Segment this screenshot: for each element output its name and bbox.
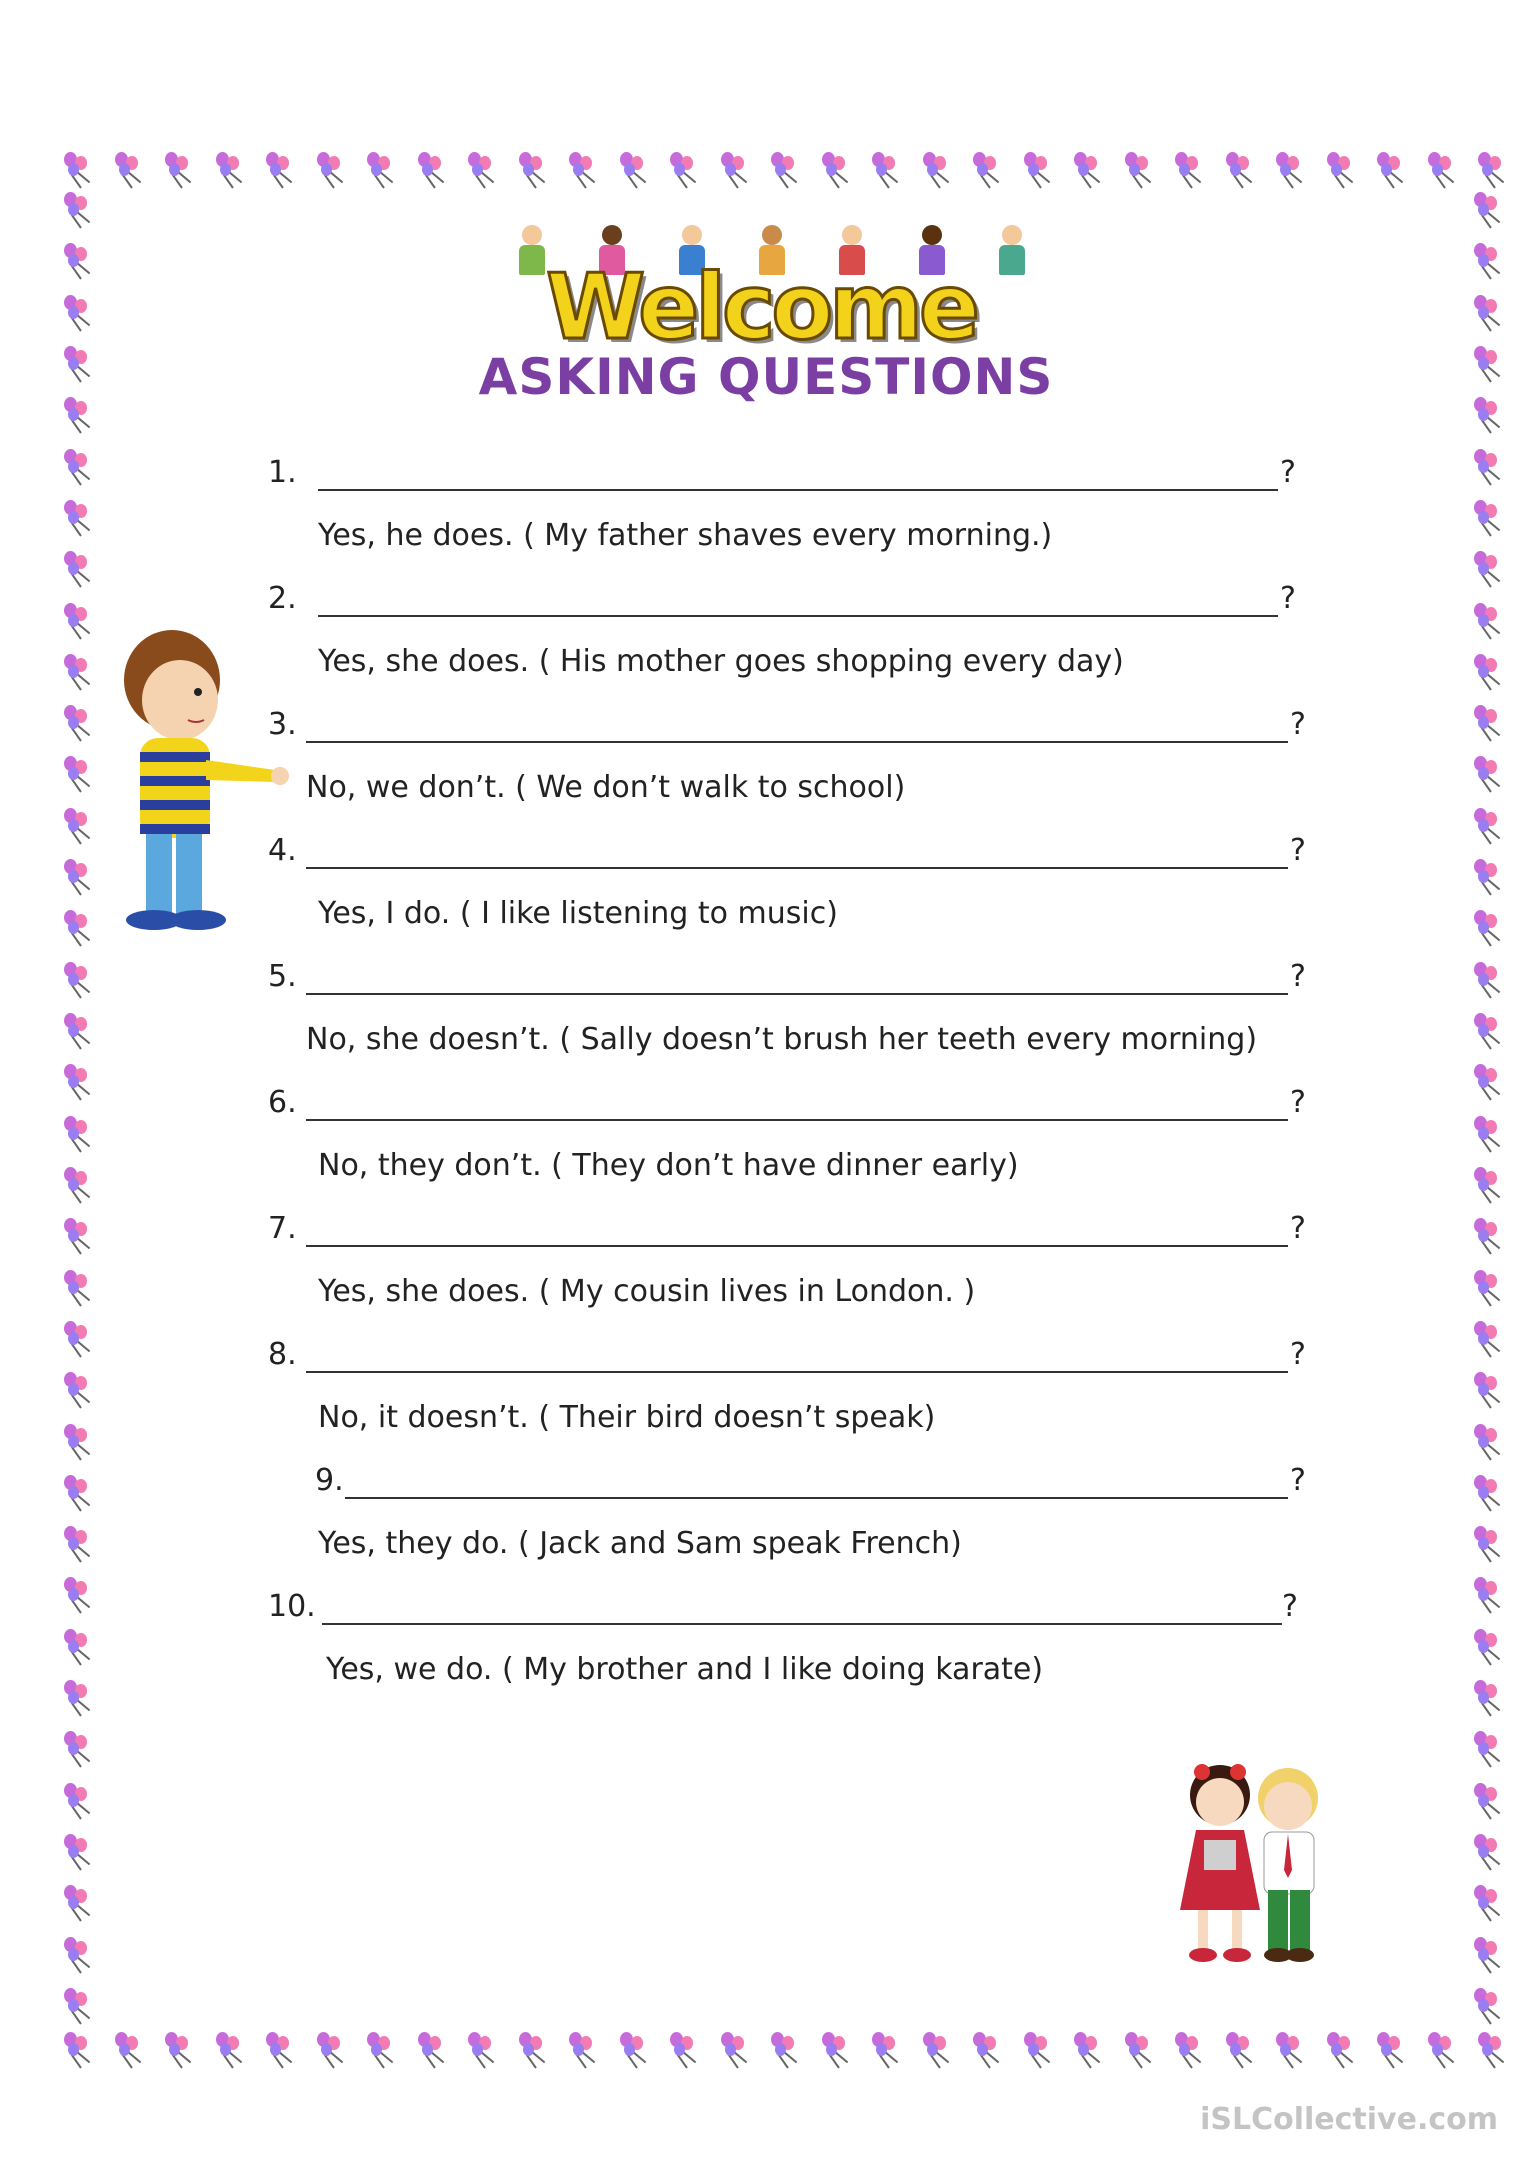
balloon-icon xyxy=(1472,1524,1506,1558)
balloon-icon xyxy=(62,1883,96,1917)
balloon-icon xyxy=(315,2030,349,2064)
balloon-icon xyxy=(1173,150,1207,184)
balloon-icon xyxy=(1472,241,1506,275)
balloon-icon xyxy=(1224,150,1258,184)
balloon-icon xyxy=(1472,1781,1506,1815)
balloon-icon xyxy=(62,498,96,532)
balloon-icon xyxy=(1472,652,1506,686)
balloon-icon xyxy=(1472,1422,1506,1456)
balloon-border-left xyxy=(62,190,96,2020)
balloon-icon xyxy=(1472,190,1506,224)
balloon-icon xyxy=(870,2030,904,2064)
question-mark: ? xyxy=(1290,707,1306,742)
balloon-icon xyxy=(214,150,248,184)
balloon-icon xyxy=(62,908,96,942)
balloon-icon xyxy=(769,150,803,184)
balloon-icon xyxy=(1325,150,1359,184)
balloon-icon xyxy=(820,2030,854,2064)
balloon-icon xyxy=(769,2030,803,2064)
question-answer-blank[interactable] xyxy=(306,741,1288,743)
balloon-icon xyxy=(1472,1062,1506,1096)
balloon-icon xyxy=(1472,1268,1506,1302)
answer-prompt: Yes, he does. ( My father shaves every morning.) xyxy=(318,518,1053,553)
balloon-icon xyxy=(62,1114,96,1148)
balloon-icon xyxy=(1472,703,1506,737)
balloon-icon xyxy=(1375,2030,1409,2064)
balloon-icon xyxy=(416,2030,450,2064)
question-number: 6. xyxy=(268,1085,297,1120)
balloon-icon xyxy=(62,1729,96,1763)
balloon-icon xyxy=(62,1370,96,1404)
balloon-icon xyxy=(1325,2030,1359,2064)
question-number: 7. xyxy=(268,1211,297,1246)
balloon-icon xyxy=(1123,150,1157,184)
question-mark: ? xyxy=(1280,455,1296,490)
balloon-icon xyxy=(1472,1473,1506,1507)
page-title: ASKING QUESTIONS xyxy=(478,348,1054,406)
balloon-icon xyxy=(1472,1011,1506,1045)
question-number: 2. xyxy=(268,581,297,616)
balloon-icon xyxy=(1022,2030,1056,2064)
balloon-icon xyxy=(1426,150,1460,184)
question-answer-blank[interactable] xyxy=(318,615,1278,617)
balloon-icon xyxy=(1173,2030,1207,2064)
children-couple-illustration xyxy=(1170,1750,1340,1975)
balloon-icon xyxy=(1472,857,1506,891)
balloon-icon xyxy=(1472,1627,1506,1661)
balloon-icon xyxy=(264,150,298,184)
balloon-icon xyxy=(517,2030,551,2064)
balloon-icon xyxy=(1224,2030,1258,2064)
balloon-icon xyxy=(416,150,450,184)
balloon-icon xyxy=(719,150,753,184)
question-number: 4. xyxy=(268,833,297,868)
answer-prompt: Yes, she does. ( My cousin lives in London. ) xyxy=(318,1274,976,1309)
balloon-icon xyxy=(971,2030,1005,2064)
balloon-icon xyxy=(62,1422,96,1456)
balloon-border-right xyxy=(1472,190,1506,2020)
balloon-icon xyxy=(62,1011,96,1045)
balloon-icon xyxy=(62,241,96,275)
balloon-icon xyxy=(62,652,96,686)
balloon-icon xyxy=(62,447,96,481)
balloon-icon xyxy=(517,150,551,184)
balloon-icon xyxy=(1472,1832,1506,1866)
balloon-icon xyxy=(62,703,96,737)
answer-prompt: No, they don’t. ( They don’t have dinner early) xyxy=(318,1148,1019,1183)
balloon-icon xyxy=(264,2030,298,2064)
question-answer-blank[interactable] xyxy=(306,867,1288,869)
question-mark: ? xyxy=(1280,581,1296,616)
balloon-border-top xyxy=(62,150,1510,184)
balloon-icon xyxy=(62,293,96,327)
balloon-icon xyxy=(62,1165,96,1199)
balloon-icon xyxy=(1472,754,1506,788)
question-number: 10. xyxy=(268,1589,316,1624)
question-answer-blank[interactable] xyxy=(306,993,1288,995)
balloon-icon xyxy=(1472,498,1506,532)
question-number: 5. xyxy=(268,959,297,994)
balloon-icon xyxy=(1472,1678,1506,1712)
balloon-icon xyxy=(567,2030,601,2064)
question-answer-blank[interactable] xyxy=(345,1497,1288,1499)
balloon-icon xyxy=(1426,2030,1460,2064)
balloon-icon xyxy=(62,806,96,840)
balloon-icon xyxy=(365,2030,399,2064)
balloon-icon xyxy=(62,1781,96,1815)
balloon-icon xyxy=(1476,2030,1510,2064)
balloon-icon xyxy=(62,150,96,184)
balloon-icon xyxy=(1472,1729,1506,1763)
balloon-icon xyxy=(567,150,601,184)
balloon-icon xyxy=(62,2030,96,2064)
balloon-icon xyxy=(1472,908,1506,942)
balloon-icon xyxy=(1472,1935,1506,1969)
balloon-icon xyxy=(1472,960,1506,994)
balloon-icon xyxy=(921,150,955,184)
question-mark: ? xyxy=(1290,1337,1306,1372)
balloon-icon xyxy=(62,1319,96,1353)
question-mark: ? xyxy=(1290,1463,1306,1498)
balloon-icon xyxy=(62,1935,96,1969)
balloon-icon xyxy=(1472,1216,1506,1250)
balloon-icon xyxy=(466,150,500,184)
balloon-icon xyxy=(113,150,147,184)
answer-prompt: Yes, they do. ( Jack and Sam speak French) xyxy=(318,1526,962,1561)
balloon-icon xyxy=(1472,1370,1506,1404)
question-mark: ? xyxy=(1290,1211,1306,1246)
question-number: 3. xyxy=(268,707,297,742)
question-answer-blank[interactable] xyxy=(306,1119,1288,1121)
balloon-icon xyxy=(668,150,702,184)
balloon-icon xyxy=(1472,447,1506,481)
answer-prompt: No, we don’t. ( We don’t walk to school) xyxy=(306,770,906,805)
answer-prompt: No, she doesn’t. ( Sally doesn’t brush her teeth every morning) xyxy=(306,1022,1258,1057)
balloon-icon xyxy=(1472,1165,1506,1199)
question-answer-blank[interactable] xyxy=(306,1245,1288,1247)
balloon-icon xyxy=(719,2030,753,2064)
balloon-icon xyxy=(163,2030,197,2064)
balloon-icon xyxy=(365,150,399,184)
question-answer-blank[interactable] xyxy=(322,1623,1282,1625)
balloon-icon xyxy=(1274,150,1308,184)
question-answer-blank[interactable] xyxy=(306,1371,1288,1373)
balloon-icon xyxy=(62,1268,96,1302)
balloon-icon xyxy=(62,549,96,583)
balloon-icon xyxy=(163,150,197,184)
balloon-icon xyxy=(971,150,1005,184)
balloon-icon xyxy=(870,150,904,184)
balloon-icon xyxy=(1022,150,1056,184)
balloon-icon xyxy=(62,1524,96,1558)
balloon-icon xyxy=(1472,1986,1506,2020)
welcome-banner-text: Welcome xyxy=(546,255,976,360)
balloon-icon xyxy=(62,1062,96,1096)
balloon-icon xyxy=(1472,806,1506,840)
balloon-icon xyxy=(62,190,96,224)
balloon-icon xyxy=(62,1575,96,1609)
answer-prompt: Yes, I do. ( I like listening to music) xyxy=(318,896,838,931)
question-number: 1. xyxy=(268,455,297,490)
question-number: 8. xyxy=(268,1337,297,1372)
balloon-icon xyxy=(618,2030,652,2064)
balloon-icon xyxy=(62,1473,96,1507)
question-mark: ? xyxy=(1290,1085,1306,1120)
balloon-icon xyxy=(820,150,854,184)
balloon-icon xyxy=(315,150,349,184)
watermark-logo: iSLCollective.com xyxy=(1200,2102,1498,2137)
balloon-icon xyxy=(62,1832,96,1866)
balloon-border-bottom xyxy=(62,2030,1510,2064)
balloon-icon xyxy=(921,2030,955,2064)
balloon-icon xyxy=(62,1627,96,1661)
balloon-icon xyxy=(1375,150,1409,184)
answer-prompt: Yes, we do. ( My brother and I like doing karate) xyxy=(326,1652,1044,1687)
balloon-icon xyxy=(1472,293,1506,327)
balloon-icon xyxy=(466,2030,500,2064)
question-answer-blank[interactable] xyxy=(318,489,1278,491)
balloon-icon xyxy=(1472,1114,1506,1148)
balloon-icon xyxy=(618,150,652,184)
balloon-icon xyxy=(1476,150,1510,184)
balloon-icon xyxy=(62,857,96,891)
balloon-icon xyxy=(1072,150,1106,184)
question-mark: ? xyxy=(1290,833,1306,868)
balloon-icon xyxy=(62,1216,96,1250)
answer-prompt: Yes, she does. ( His mother goes shopping every day) xyxy=(318,644,1124,679)
pointing-boy-illustration xyxy=(110,620,290,940)
balloon-icon xyxy=(1472,1883,1506,1917)
question-number: 9. xyxy=(315,1463,344,1498)
balloon-icon xyxy=(1123,2030,1157,2064)
balloon-icon xyxy=(668,2030,702,2064)
balloon-icon xyxy=(113,2030,147,2064)
balloon-icon xyxy=(1472,601,1506,635)
balloon-icon xyxy=(1472,1575,1506,1609)
balloon-icon xyxy=(62,1678,96,1712)
answer-prompt: No, it doesn’t. ( Their bird doesn’t speak) xyxy=(318,1400,936,1435)
balloon-icon xyxy=(62,601,96,635)
balloon-icon xyxy=(62,754,96,788)
question-mark: ? xyxy=(1282,1589,1298,1624)
balloon-icon xyxy=(1072,2030,1106,2064)
question-mark: ? xyxy=(1290,959,1306,994)
balloon-icon xyxy=(62,960,96,994)
balloon-icon xyxy=(1472,549,1506,583)
balloon-icon xyxy=(1472,1319,1506,1353)
balloon-icon xyxy=(1274,2030,1308,2064)
balloon-icon xyxy=(62,1986,96,2020)
balloon-icon xyxy=(214,2030,248,2064)
welcome-banner xyxy=(425,225,1097,360)
